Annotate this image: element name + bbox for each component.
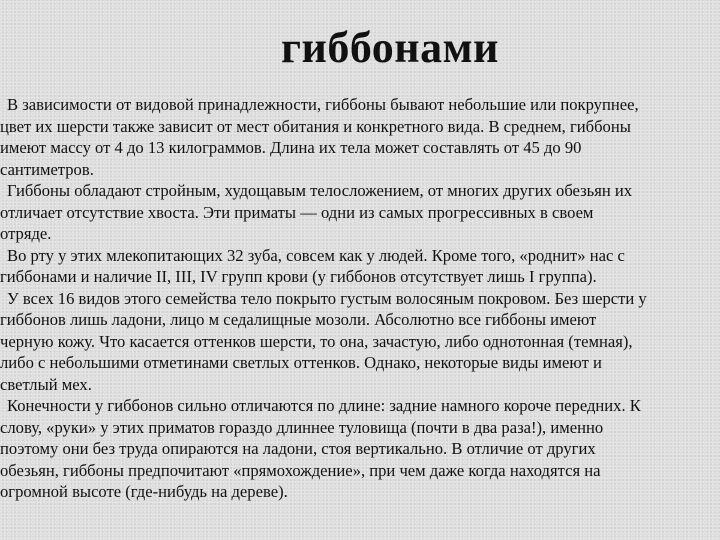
text-line: имеют массу от 4 до 13 килограммов. Длина их тела может составлять от 45 до 90 [0, 138, 582, 157]
text-line: слову, «руки» у этих приматов гораздо длиннее туловища (почти в два раза!), именно [0, 417, 604, 437]
text-line: поэтому они без труда опираются на ладони, стоя вертикально. В отличие от других [0, 439, 596, 458]
slide-body-text [0, 94, 714, 503]
paragraph-build [0, 180, 714, 245]
text-line: светлый мех. [0, 374, 92, 394]
text-line: черную кожу. Что касается оттенков шерсти, то она, зачастую, либо однотонная (темная), [0, 331, 633, 351]
text-line: цвет их шерсти также зависит от мест обитания и конкретного вида. В среднем, гиббоны [0, 116, 631, 136]
text-line: гиббонов лишь ладони, лицо м седалищные мозоли. Абсолютно все гиббоны имеют [0, 310, 597, 329]
paragraph-mass-and-size [0, 94, 714, 180]
text-line: В зависимости от видовой принадлежности, гиббоны бывают небольшие или покрупнее, [7, 95, 639, 114]
text-line: либо с небольшими отметинами светлых оттенков. Однако, некоторые виды имеют и [0, 353, 602, 372]
text-line: отряде. [0, 224, 52, 243]
text-line: сантиметров. [0, 159, 94, 179]
text-line: гиббонами и наличие II, III, IV групп крови (у гиббонов отсутствует лишь I группа). [0, 267, 597, 286]
text-line: отличает отсутствие хвоста. Эти приматы — одни из самых прогрессивных в своем [0, 202, 594, 222]
slide-title: гиббонами [281, 23, 499, 72]
text-line: У всех 16 видов этого семейства тело покрыто густым волосяным покровом. Без шерсти у [7, 288, 647, 308]
text-line: Конечности у гиббонов сильно отличаются по длине: задние намного короче передних. К [7, 396, 641, 415]
paragraph-fur [0, 288, 714, 396]
text-line: Во рту у этих млекопитающих 32 зуба, совсем как у людей. Кроме того, «роднит» нас с [7, 245, 625, 265]
paragraph-limbs [0, 395, 714, 503]
text-line: огромной высоте (где-нибудь на дереве). [0, 482, 288, 501]
text-line: Гиббоны обладают стройным, худощавым телосложением, от многих других обезьян их [7, 181, 633, 200]
text-line: обезьян, гиббоны предпочитают «прямохождение», при чем даже когда находятся на [0, 460, 601, 480]
paragraph-teeth-and-blood [0, 245, 714, 288]
